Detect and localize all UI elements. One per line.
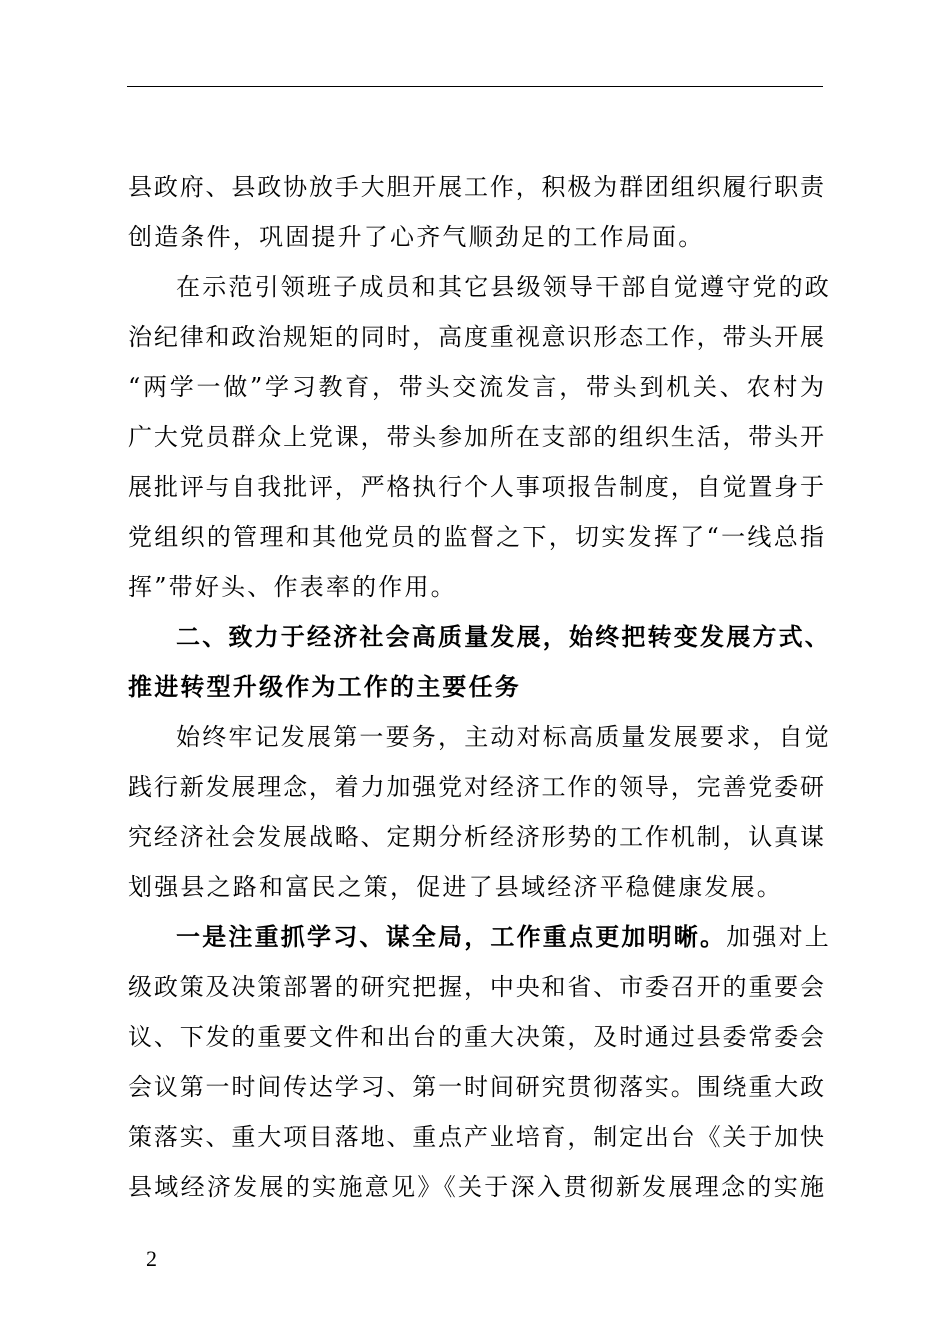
document-body	[128, 162, 832, 1212]
body-text-line: 级政策及决策部署的研究把握，中央和省、市委召开的重要会	[128, 973, 824, 1001]
body-text-line: 始终牢记发展第一要务，主动对标高质量发展要求，自觉	[176, 723, 831, 751]
body-text-line: 党组织的管理和其他党员的监督之下，切实发挥了“一线总指	[128, 523, 824, 551]
body-text-line: 县域经济发展的实施意见》《关于深入贯彻新发展理念的实施	[128, 1173, 824, 1201]
body-text-line: 划强县之路和富民之策，促进了县域经济平稳健康发展。	[128, 873, 783, 901]
body-text-line: “两学一做”学习教育，带头交流发言，带头到机关、农村为	[128, 373, 824, 401]
section-heading: 推进转型升级作为工作的主要任务	[128, 673, 521, 701]
body-text-line: 展批评与自我批评，严格执行个人事项报告制度，自觉置身于	[128, 473, 824, 501]
body-text-line: 议、下发的重要文件和出台的重大决策，及时通过县委常委会	[128, 1023, 824, 1051]
body-text-line: 在示范引领班子成员和其它县级领导干部自觉遵守党的政	[176, 273, 831, 301]
section-heading: 二、致力于经济社会高质量发展，始终把转变发展方式、	[176, 623, 831, 651]
lead-sentence-bold: 一是注重抓学习、谋全局，工作重点更加明晰。	[176, 923, 727, 951]
lead-sentence-rest: 加强对上	[726, 923, 832, 951]
body-text-line	[128, 912, 832, 962]
body-text-line: 践行新发展理念，着力加强党对经济工作的领导，完善党委研	[128, 773, 824, 801]
body-text-line: 治纪律和政治规矩的同时，高度重视意识形态工作，带头开展	[128, 323, 824, 351]
page-number: 2	[146, 1246, 157, 1271]
body-text-line: 广大党员群众上党课，带头参加所在支部的组织生活，带头开	[128, 423, 824, 451]
body-text-line: 县政府、县政协放手大胆开展工作，积极为群团组织履行职责	[128, 173, 824, 201]
body-text-line: 挥”带好头、作表率的作用。	[128, 573, 457, 601]
body-text-line: 会议第一时间传达学习、第一时间研究贯彻落实。围绕重大政	[128, 1073, 824, 1101]
header-rule	[127, 86, 823, 87]
body-text-line: 创造条件，巩固提升了心齐气顺劲足的工作局面。	[128, 223, 705, 251]
body-text-line: 究经济社会发展战略、定期分析经济形势的工作机制，认真谋	[128, 823, 824, 851]
body-text-line: 策落实、重大项目落地、重点产业培育，制定出台《关于加快	[128, 1123, 824, 1151]
